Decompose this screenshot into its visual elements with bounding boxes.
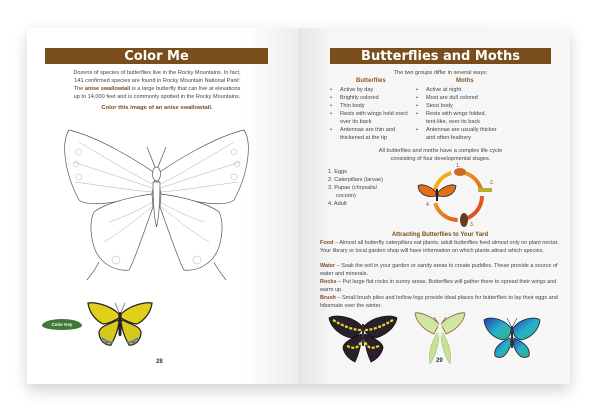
intro-line: up to 14,000 feet and is commonly spotted in the Rocky Mountains. bbox=[73, 94, 241, 100]
intro-line: 141 confirmed species are found in Rocky Mountain National Park! bbox=[74, 78, 240, 84]
color-key-badge: Color Key bbox=[42, 319, 82, 330]
left-page bbox=[27, 28, 300, 384]
open-book bbox=[27, 28, 570, 384]
list-item: 2. Caterpillars (larvae) bbox=[328, 177, 384, 183]
tip-label: Rocks bbox=[320, 279, 337, 285]
list-item: • Antennae are usually thicker and often feathery bbox=[416, 126, 498, 142]
list-item: • Active at night bbox=[416, 86, 498, 94]
intro-line bbox=[47, 85, 267, 93]
book-spine bbox=[299, 28, 301, 384]
giant-swallowtail-illustration-icon bbox=[327, 314, 399, 364]
butterflies-traits-list bbox=[330, 86, 418, 142]
moths-traits-list bbox=[416, 86, 498, 142]
lifecycle-line: All butterflies and moths have a complex life cycle bbox=[378, 148, 503, 154]
tip-text: – Put large flat rocks in sunny areas. Butterflies will gather there to spread their wings and warm up. bbox=[320, 279, 557, 293]
intro-pre: The bbox=[73, 86, 85, 92]
intro-line: Dozens of species of butterflies live in the Rocky Mountains. In fact, bbox=[73, 70, 241, 76]
lifecycle-stages-list bbox=[328, 168, 383, 208]
svg-text:4.: 4. bbox=[426, 202, 431, 208]
tip-label: Brush bbox=[320, 295, 336, 301]
list-item: 3. Pupae (chrysalis/ bbox=[328, 185, 378, 191]
list-item: • Stout body bbox=[416, 102, 498, 110]
svg-text:3.: 3. bbox=[470, 222, 475, 228]
anise-swallowtail-color-key-icon bbox=[85, 300, 155, 352]
tip-food bbox=[320, 240, 560, 255]
right-page bbox=[300, 28, 570, 384]
moths-column-header: Moths bbox=[456, 78, 474, 84]
svg-text:2.: 2. bbox=[490, 180, 495, 186]
page-title: Color Me bbox=[45, 48, 268, 64]
list-item: • Antennae are thin and thickened at the tip bbox=[330, 126, 418, 142]
tip-label: Food bbox=[320, 240, 334, 246]
tip-rocks bbox=[320, 279, 560, 294]
lifecycle-line: consisting of four developmental stages. bbox=[390, 156, 491, 162]
list-item: • Most are dull colored bbox=[416, 94, 498, 102]
list-item: cocoon) bbox=[336, 193, 356, 199]
page-number: 29 bbox=[436, 358, 443, 364]
blue-morpho-illustration-icon bbox=[481, 314, 543, 364]
lifecycle-intro bbox=[330, 147, 551, 163]
comparison-intro: The two groups differ in several ways: bbox=[393, 70, 488, 76]
coloring-instruction: Color this image of an anise swallowtail. bbox=[101, 105, 213, 111]
tip-text: – Soak the soil in your garden or sandy areas to create puddles. These provide a source of water and minerals. bbox=[320, 263, 558, 277]
butterflies-column-header: Butterflies bbox=[356, 78, 386, 84]
svg-text:1.: 1. bbox=[456, 163, 461, 169]
intro-text bbox=[47, 69, 267, 101]
page-number: 28 bbox=[156, 359, 163, 365]
coloring-butterfly-outline-icon bbox=[49, 122, 264, 287]
section-header: Attracting Butterflies to Your Yard bbox=[391, 232, 489, 238]
species-name: anise swallowtail bbox=[84, 86, 131, 92]
list-item: • Thin body bbox=[330, 102, 418, 110]
page-title: Butterflies and Moths bbox=[330, 48, 551, 64]
list-item: 1. Eggs bbox=[328, 169, 347, 175]
lifecycle-diagram-icon bbox=[416, 162, 496, 230]
intro-post: is a large butterfly that can live at elevations bbox=[130, 86, 241, 92]
tip-water bbox=[320, 263, 560, 278]
tip-text: – Almost all butterfly caterpillars eat plants; adult butterflies feed almost only on plant nectar. Your library or local garden shop will have information on which plants attract which species. bbox=[320, 240, 559, 254]
list-item: 4. Adult bbox=[328, 201, 347, 207]
tip-brush bbox=[320, 295, 560, 310]
tip-label: Water bbox=[320, 263, 336, 269]
list-item: • Rests with wings held erect over its back bbox=[330, 110, 418, 126]
list-item: • Rests with wings folded, tent-like, over its back bbox=[416, 110, 498, 126]
list-item: • Active by day bbox=[330, 86, 418, 94]
list-item: • Brightly colored bbox=[330, 94, 418, 102]
tip-text: – Small brush piles and hollow logs provide ideal places for butterflies to lay their eggs and hibernate over the winter. bbox=[320, 295, 558, 309]
